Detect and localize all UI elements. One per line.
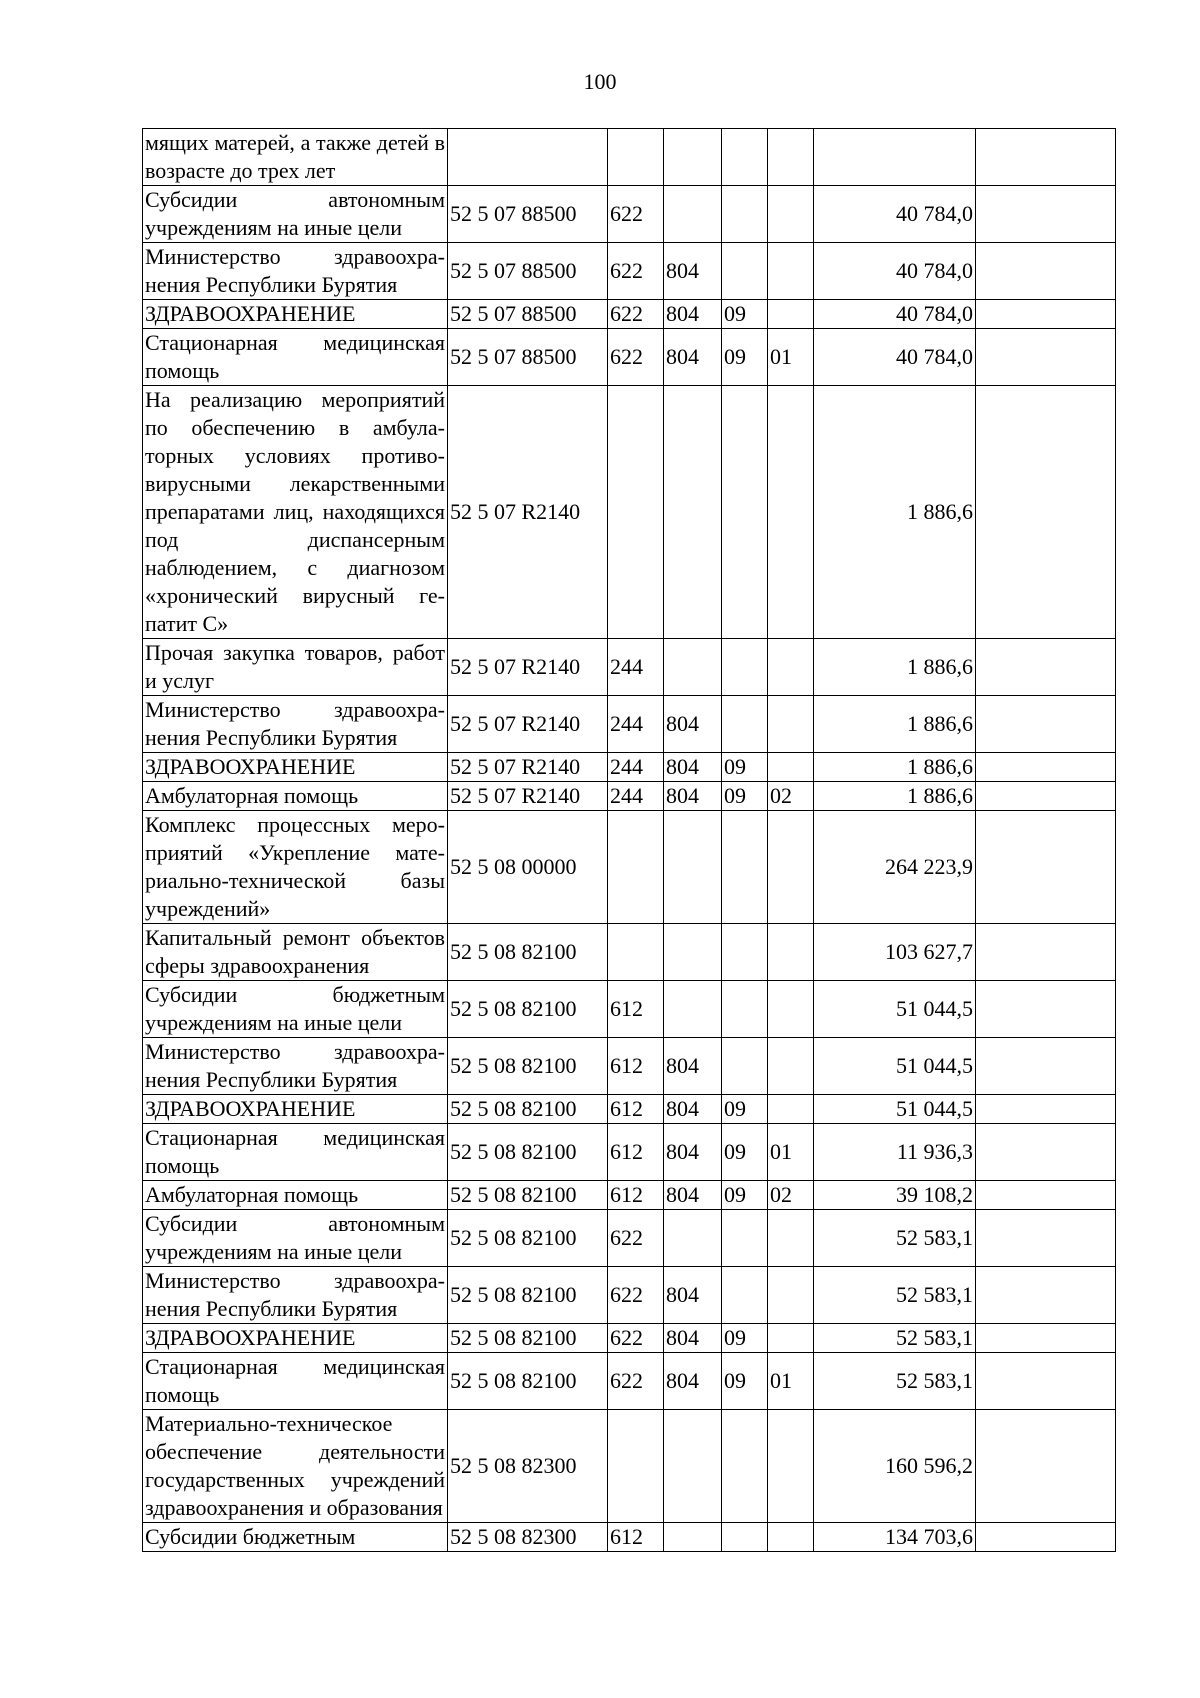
expense-type-code-cell: 244 — [608, 782, 664, 811]
section-code-cell: 09 — [722, 300, 768, 329]
subsection-code-cell — [768, 243, 814, 300]
subsection-code-cell — [768, 696, 814, 753]
ministry-code-cell — [664, 639, 722, 696]
target-article-code-cell: 52 5 08 82100 — [448, 924, 608, 981]
extra-column-cell — [976, 1523, 1116, 1552]
section-code-cell: 09 — [722, 1095, 768, 1124]
extra-column-cell — [976, 1410, 1116, 1523]
section-code-cell — [722, 1038, 768, 1095]
subsection-code-cell — [768, 753, 814, 782]
subsection-code-cell — [768, 1410, 814, 1523]
extra-column-cell — [976, 811, 1116, 924]
ministry-code-cell — [664, 1210, 722, 1267]
row-name-cell: Министерство здравоохранения Республики Бурятия — [143, 243, 448, 300]
amount-cell: 1 886,6 — [814, 386, 976, 639]
target-article-code-cell: 52 5 07 R2140 — [448, 753, 608, 782]
expense-type-code-cell — [608, 129, 664, 186]
amount-cell: 264 223,9 — [814, 811, 976, 924]
target-article-code-cell: 52 5 08 82100 — [448, 1267, 608, 1324]
subsection-code-cell — [768, 1324, 814, 1353]
row-name-cell: Министерство здравоохранения Республики Бурятия — [143, 696, 448, 753]
row-name-cell: ЗДРАВООХРАНЕНИЕ — [143, 1324, 448, 1353]
amount-cell: 1 886,6 — [814, 696, 976, 753]
amount-cell: 52 583,1 — [814, 1324, 976, 1353]
table-row — [143, 753, 1116, 782]
table-row — [143, 1038, 1116, 1095]
ministry-code-cell: 804 — [664, 243, 722, 300]
ministry-code-cell — [664, 1523, 722, 1552]
expense-type-code-cell: 622 — [608, 1324, 664, 1353]
table-row — [143, 696, 1116, 753]
expense-type-code-cell: 612 — [608, 981, 664, 1038]
amount-cell: 51 044,5 — [814, 1095, 976, 1124]
ministry-code-cell: 804 — [664, 782, 722, 811]
amount-cell: 1 886,6 — [814, 782, 976, 811]
extra-column-cell — [976, 696, 1116, 753]
section-code-cell: 09 — [722, 1353, 768, 1410]
amount-cell: 103 627,7 — [814, 924, 976, 981]
target-article-code-cell: 52 5 08 82100 — [448, 1210, 608, 1267]
amount-cell: 52 583,1 — [814, 1267, 976, 1324]
extra-column-cell — [976, 243, 1116, 300]
expense-type-code-cell — [608, 811, 664, 924]
subsection-code-cell — [768, 186, 814, 243]
table-row — [143, 1267, 1116, 1324]
amount-cell: 40 784,0 — [814, 186, 976, 243]
expense-type-code-cell: 622 — [608, 1210, 664, 1267]
row-name-cell: Комплекс процессных мероприятий «Укрепление материально-технической базы учреждений» — [143, 811, 448, 924]
table-row — [143, 782, 1116, 811]
section-code-cell — [722, 1267, 768, 1324]
expense-type-code-cell: 612 — [608, 1181, 664, 1210]
row-name-cell: Стационарная медицинская помощь — [143, 1124, 448, 1181]
expense-type-code-cell: 612 — [608, 1523, 664, 1552]
table-row — [143, 300, 1116, 329]
ministry-code-cell: 804 — [664, 1353, 722, 1410]
extra-column-cell — [976, 1353, 1116, 1410]
amount-cell: 52 583,1 — [814, 1353, 976, 1410]
ministry-code-cell: 804 — [664, 1324, 722, 1353]
subsection-code-cell — [768, 1095, 814, 1124]
extra-column-cell — [976, 1181, 1116, 1210]
page-number: 100 — [583, 69, 617, 94]
extra-column-cell — [976, 753, 1116, 782]
section-code-cell: 09 — [722, 329, 768, 386]
expense-type-code-cell: 244 — [608, 753, 664, 782]
ministry-code-cell: 804 — [664, 1124, 722, 1181]
target-article-code-cell: 52 5 07 R2140 — [448, 782, 608, 811]
section-code-cell — [722, 129, 768, 186]
table-row — [143, 981, 1116, 1038]
table-row — [143, 129, 1116, 186]
ministry-code-cell: 804 — [664, 1181, 722, 1210]
target-article-code-cell: 52 5 08 82100 — [448, 1353, 608, 1410]
row-name-cell: Амбулаторная помощь — [143, 1181, 448, 1210]
expense-type-code-cell: 622 — [608, 1267, 664, 1324]
section-code-cell — [722, 811, 768, 924]
subsection-code-cell: 02 — [768, 1181, 814, 1210]
subsection-code-cell — [768, 1038, 814, 1095]
target-article-code-cell: 52 5 07 R2140 — [448, 386, 608, 639]
target-article-code-cell: 52 5 08 82300 — [448, 1523, 608, 1552]
amount-cell: 39 108,2 — [814, 1181, 976, 1210]
section-code-cell — [722, 1210, 768, 1267]
section-code-cell: 09 — [722, 1324, 768, 1353]
row-name-cell: Субсидии автономным учреждениям на иные цели — [143, 1210, 448, 1267]
extra-column-cell — [976, 924, 1116, 981]
ministry-code-cell — [664, 129, 722, 186]
ministry-code-cell — [664, 981, 722, 1038]
subsection-code-cell — [768, 924, 814, 981]
target-article-code-cell: 52 5 07 R2140 — [448, 696, 608, 753]
extra-column-cell — [976, 639, 1116, 696]
target-article-code-cell: 52 5 08 82100 — [448, 1038, 608, 1095]
ministry-code-cell — [664, 924, 722, 981]
subsection-code-cell — [768, 811, 814, 924]
ministry-code-cell — [664, 811, 722, 924]
subsection-code-cell — [768, 639, 814, 696]
row-name-cell: ЗДРАВООХРАНЕНИЕ — [143, 1095, 448, 1124]
expense-type-code-cell: 622 — [608, 300, 664, 329]
expense-type-code-cell: 244 — [608, 639, 664, 696]
ministry-code-cell — [664, 386, 722, 639]
section-code-cell: 09 — [722, 1181, 768, 1210]
section-code-cell — [722, 186, 768, 243]
row-name-cell: Стационарная медицинская помощь — [143, 1353, 448, 1410]
ministry-code-cell: 804 — [664, 696, 722, 753]
row-name-cell: ЗДРАВООХРАНЕНИЕ — [143, 300, 448, 329]
ministry-code-cell: 804 — [664, 753, 722, 782]
section-code-cell: 09 — [722, 753, 768, 782]
expense-type-code-cell — [608, 386, 664, 639]
extra-column-cell — [976, 1095, 1116, 1124]
table-row — [143, 1353, 1116, 1410]
target-article-code-cell: 52 5 07 R2140 — [448, 639, 608, 696]
ministry-code-cell: 804 — [664, 1267, 722, 1324]
extra-column-cell — [976, 782, 1116, 811]
table-row — [143, 329, 1116, 386]
target-article-code-cell: 52 5 08 82300 — [448, 1410, 608, 1523]
row-name-cell: Субсидии бюджетным учреждениям на иные цели — [143, 981, 448, 1038]
section-code-cell — [722, 696, 768, 753]
extra-column-cell — [976, 1210, 1116, 1267]
table-row — [143, 1095, 1116, 1124]
subsection-code-cell — [768, 1267, 814, 1324]
table-row — [143, 1523, 1116, 1552]
section-code-cell — [722, 639, 768, 696]
section-code-cell — [722, 924, 768, 981]
amount-cell: 40 784,0 — [814, 300, 976, 329]
expense-type-code-cell: 612 — [608, 1124, 664, 1181]
row-name-cell: Прочая закупка товаров, работ и услуг — [143, 639, 448, 696]
amount-cell: 1 886,6 — [814, 639, 976, 696]
section-code-cell: 09 — [722, 1124, 768, 1181]
extra-column-cell — [976, 386, 1116, 639]
budget-table — [142, 128, 1116, 1552]
target-article-code-cell: 52 5 08 00000 — [448, 811, 608, 924]
subsection-code-cell — [768, 386, 814, 639]
extra-column-cell — [976, 129, 1116, 186]
target-article-code-cell: 52 5 08 82100 — [448, 1324, 608, 1353]
amount-cell: 40 784,0 — [814, 243, 976, 300]
row-name-cell: Материально-техническое обеспечение деятельности государственных учреждений здравоохранения и образования — [143, 1410, 448, 1523]
row-name-cell: Амбулаторная помощь — [143, 782, 448, 811]
expense-type-code-cell: 612 — [608, 1095, 664, 1124]
ministry-code-cell — [664, 1410, 722, 1523]
target-article-code-cell: 52 5 07 88500 — [448, 300, 608, 329]
extra-column-cell — [976, 981, 1116, 1038]
expense-type-code-cell: 622 — [608, 329, 664, 386]
extra-column-cell — [976, 1124, 1116, 1181]
target-article-code-cell: 52 5 07 88500 — [448, 329, 608, 386]
subsection-code-cell: 02 — [768, 782, 814, 811]
section-code-cell — [722, 243, 768, 300]
table-row — [143, 924, 1116, 981]
row-name-cell: Капитальный ремонт объектов сферы здравоохранения — [143, 924, 448, 981]
extra-column-cell — [976, 186, 1116, 243]
extra-column-cell — [976, 1267, 1116, 1324]
section-code-cell — [722, 386, 768, 639]
ministry-code-cell — [664, 186, 722, 243]
table-row — [143, 1210, 1116, 1267]
amount-cell: 134 703,6 — [814, 1523, 976, 1552]
target-article-code-cell: 52 5 08 82100 — [448, 981, 608, 1038]
section-code-cell — [722, 1523, 768, 1552]
section-code-cell — [722, 981, 768, 1038]
amount-cell: 1 886,6 — [814, 753, 976, 782]
subsection-code-cell: 01 — [768, 329, 814, 386]
table-row — [143, 243, 1116, 300]
amount-cell — [814, 129, 976, 186]
row-name-cell: Субсидии бюджетным — [143, 1523, 448, 1552]
expense-type-code-cell: 622 — [608, 1353, 664, 1410]
subsection-code-cell: 01 — [768, 1353, 814, 1410]
table-row — [143, 386, 1116, 639]
expense-type-code-cell: 622 — [608, 186, 664, 243]
expense-type-code-cell: 244 — [608, 696, 664, 753]
amount-cell: 51 044,5 — [814, 1038, 976, 1095]
target-article-code-cell — [448, 129, 608, 186]
table-row — [143, 1124, 1116, 1181]
row-name-cell: Субсидии автономным учреждениям на иные цели — [143, 186, 448, 243]
amount-cell: 52 583,1 — [814, 1210, 976, 1267]
ministry-code-cell: 804 — [664, 1038, 722, 1095]
row-name-cell: На реализацию мероприятий по обеспечению в амбулаторных условиях противовирусными лекарственными препаратами лиц, находящихся под диспансерным наблюдением, с диагнозом «хронический вирусный гепатит С» — [143, 386, 448, 639]
ministry-code-cell: 804 — [664, 1095, 722, 1124]
target-article-code-cell: 52 5 07 88500 — [448, 243, 608, 300]
expense-type-code-cell — [608, 1410, 664, 1523]
row-name-cell: ЗДРАВООХРАНЕНИЕ — [143, 753, 448, 782]
section-code-cell: 09 — [722, 782, 768, 811]
target-article-code-cell: 52 5 08 82100 — [448, 1095, 608, 1124]
target-article-code-cell: 52 5 08 82100 — [448, 1181, 608, 1210]
row-name-cell: мящих матерей, а также детей в возрасте до трех лет — [143, 129, 448, 186]
row-name-cell: Министерство здравоохранения Республики Бурятия — [143, 1267, 448, 1324]
table-row — [143, 1410, 1116, 1523]
section-code-cell — [722, 1410, 768, 1523]
expense-type-code-cell: 622 — [608, 243, 664, 300]
amount-cell: 160 596,2 — [814, 1410, 976, 1523]
target-article-code-cell: 52 5 08 82100 — [448, 1124, 608, 1181]
table-row — [143, 811, 1116, 924]
amount-cell: 40 784,0 — [814, 329, 976, 386]
ministry-code-cell: 804 — [664, 329, 722, 386]
amount-cell: 51 044,5 — [814, 981, 976, 1038]
table-row — [143, 639, 1116, 696]
extra-column-cell — [976, 1038, 1116, 1095]
amount-cell: 11 936,3 — [814, 1124, 976, 1181]
table-row — [143, 186, 1116, 243]
row-name-cell: Стационарная медицинская помощь — [143, 329, 448, 386]
target-article-code-cell: 52 5 07 88500 — [448, 186, 608, 243]
extra-column-cell — [976, 300, 1116, 329]
extra-column-cell — [976, 329, 1116, 386]
row-name-cell: Министерство здравоохранения Республики Бурятия — [143, 1038, 448, 1095]
table-row — [143, 1324, 1116, 1353]
subsection-code-cell — [768, 1523, 814, 1552]
subsection-code-cell — [768, 981, 814, 1038]
subsection-code-cell — [768, 1210, 814, 1267]
subsection-code-cell — [768, 129, 814, 186]
budget-table-body — [143, 129, 1116, 1552]
expense-type-code-cell: 612 — [608, 1038, 664, 1095]
subsection-code-cell: 01 — [768, 1124, 814, 1181]
subsection-code-cell — [768, 300, 814, 329]
expense-type-code-cell — [608, 924, 664, 981]
ministry-code-cell: 804 — [664, 300, 722, 329]
table-row — [143, 1181, 1116, 1210]
extra-column-cell — [976, 1324, 1116, 1353]
